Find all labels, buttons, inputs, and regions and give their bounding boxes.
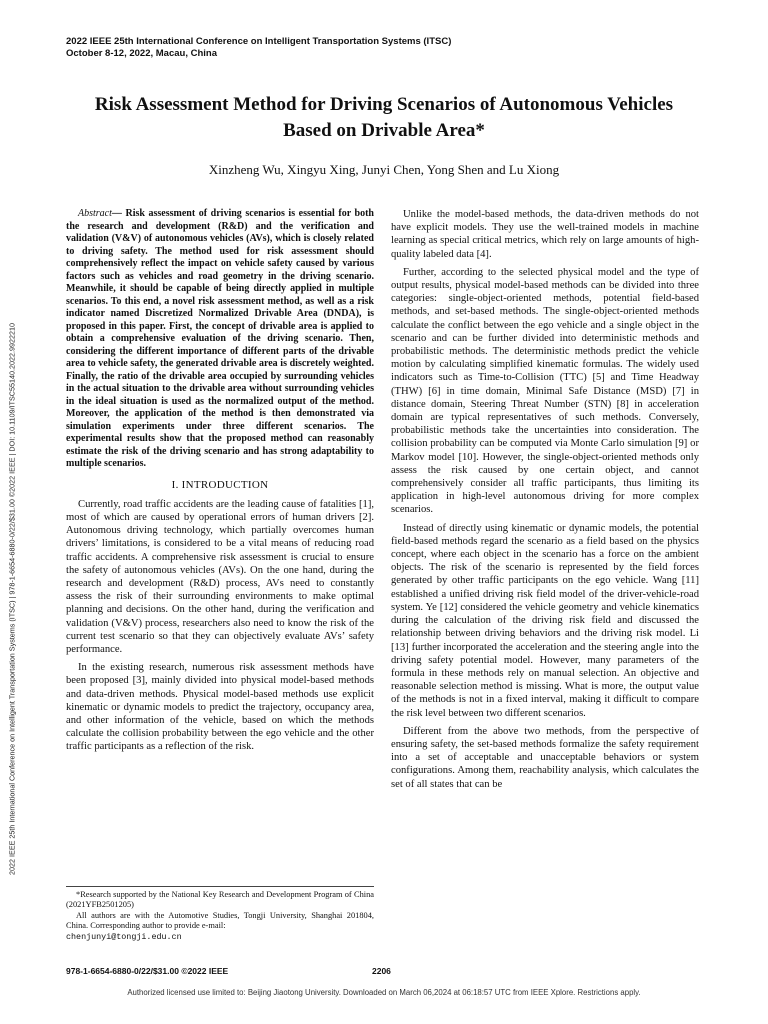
conference-header [66,36,451,60]
abstract [66,208,374,471]
right-column [391,208,699,796]
left-paragraph-2: In the existing research, numerous risk assessment methods have been proposed [3], mainly divided into physical model-based methods and data-driven methods. Physical model-based methods use explicit kinematic or dynamic models to predict the trajectory, occupancy area, and other information of the vehicle, based on which the methods calculate the collision probability between the ego vehicle and the other traffic participants as a reflection of the risk. [66,662,374,753]
conference-date-location: October 8-12, 2022, Macau, China [66,48,218,59]
title-line-1: Risk Assessment Method for Driving Scenarios of Autonomous Vehicles [94,94,674,115]
left-column [66,208,374,759]
paper-title [40,92,728,144]
doi-sidebar [2,214,22,984]
right-paragraph-1: Unlike the model-based methods, the data-driven methods do not have explicit models. They use the well-trained models in machine learning as special critical metrics, which rely on large amounts of high-quality labeled data [4]. [391,209,699,260]
footnote-funding: *Research supported by the National Key Research and Development Program of China (2021YFB2501205) [66,890,374,910]
title-line-2: Based on Drivable Area* [283,120,485,141]
footnote-affiliation: All authors are with the Automotive Studies, Tongji University, Shanghai 201804, China. Corresponding author to provide e-mail: [66,910,374,931]
section-heading-introduction: I. INTRODUCTION [171,478,269,491]
abstract-label: Abstract [78,208,112,219]
license-notice: Authorized licensed use limited to: Beijing Jiaotong University. Downloaded on March 06,2024 at 06:18:57 UTC from IEEE Xplore. Restrictions apply. [127,988,641,997]
left-paragraph-1: Currently, road traffic accidents are the leading cause of fatalities [1], most of which are caused by operational errors of human drivers [2]. Autonomous driving technology, which partially overcomes human drivers’ limitations, is considered to be a vital means of reducing road traffic accidents. A comprehensive risk assessment is crucial to ensure the safety of autonomous vehicles (AVs). On the one hand, during the research and development (R&D) process, AVs need to constantly assess the risk of their surrounding environments to make optimal planning and decisions. On the other hand, during the verification and validation (V&V) process, researchers also need to know the risk of the current test scenario so that they can objectively evaluate AVs’ safety performance. [66,498,374,655]
doi-sidebar-text: 2022 IEEE 25th International Conference on Intelligent Transportation Systems (ITSC) | 978-1-6654-6880-0/22/$31.00 ©2022 IEEE | DOI: 10.1109/ITSC55140.2022.9922210 [7,323,17,875]
author-list: Xinzheng Wu, Xingyu Xing, Junyi Chen, Yong Shen and Lu Xiong [208,162,560,177]
corresponding-email: chenjunyi@tongji.edu.cn [66,931,182,942]
footer-copyright: 978-1-6654-6880-0/22/$31.00 ©2022 IEEE [66,966,229,976]
page-number: 2206 [372,966,391,976]
footnotes [66,886,374,942]
conference-name: 2022 IEEE 25th International Conference on Intelligent Transportation Systems (ITSC) [66,36,452,47]
right-paragraph-4: Different from the above two methods, from the perspective of ensuring safety, the set-based methods formalize the safety requirement into a set of acceptable and unacceptable behaviors or system configurations. Among them, reachability analysis, which calculates the set of all states that can be [391,725,699,790]
right-paragraph-3: Instead of directly using kinematic or dynamic models, the potential field-based methods regard the scenario as a field based on the physics concept, where each object in the scenario has a force on the ambient objects. The risk of the scenario is represented by the field forces generated by other traffic participants on the ego vehicle. Wang [11] established a unified driving risk field model of the driver-vehicle-road system. Ye [12] considered the vehicle geometry and vehicle kinematics during the calculation of the driving risk field and discussed the relationship between driving behaviors and the driving risk model. Li [13] further incorporated the acceleration and the steering angle into the driving safety potential model. However, many parameters of the formula in these methods rely on manual selection. An objective and reasonable selection method is missing. What is more, the output value of the methods is not in a fixed interval, making it difficult to compare the risk level between two different scenarios. [391,522,699,719]
abstract-text: — Risk assessment of driving scenarios is essential for both the research and development (R&D) and the verification and validation (V&V) of autonomous vehicles (AVs), which is closely related to driving safety. The method used for risk assessment should comprehensively reflect the impact on vehicle safety caused by various factors such as vehicles and road geometry in the driving scenario. Meanwhile, it should be capable of being directly applied in multiple scenarios. To this end, a novel risk assessment method, as well as a risk indicator named Discretized Normalized Drivable Area (DNDA), is proposed in this paper. First, the concept of drivable area is applied to obtain a comprehensive evaluation of the driving scenario. Then, considering the different importance of different parts of the drivable area to vehicle safety, the generated drivable area is discretely weighted. Finally, the ratio of the drivable area occupied by surrounding vehicles in the actual situation to the drivable area without surrounding vehicles in the ideal situation is used as the normalized output of the method. Moreover, the application of the method is then demonstrated via simulation experiments under three different scenarios. The experimental results show that the proposed method can reasonably estimate the risk of the driving scenario and has strong adaptability to multiple scenarios. [66,208,374,469]
right-paragraph-2: Further, according to the selected physical model and the type of output results, physical model-based methods can be divided into three categories: single-object-oriented methods, potential field-based methods, and set-based methods. The single-object-oriented methods calculate the conflict between the ego vehicle and a single object in the scenario and can be further divided into deterministic methods and probabilistic methods. The deterministic methods predict the vehicle motion by calculating simplified kinematic formulas. The widely used indicators such as Time-to-Collision (TTC) [5] and Time Headway (THW) [6] in time domain, Minimal Safe Distance (MSD) [7] in distance domain, Steering Threat Number (STN) [8] in acceleration domain are typical representatives of such methods. Conversely, probabilistic methods take the uncertainties into consideration. The collision probability can be computed via Monte Carlo simulation [9] or Markov model [10]. However, the single-object-oriented methods only assess the risk caused by one certain object, and cannot comprehensively consider all traffic participants, thus limiting its application in high-level autonomous driving for more complex scenarios. [391,266,699,516]
